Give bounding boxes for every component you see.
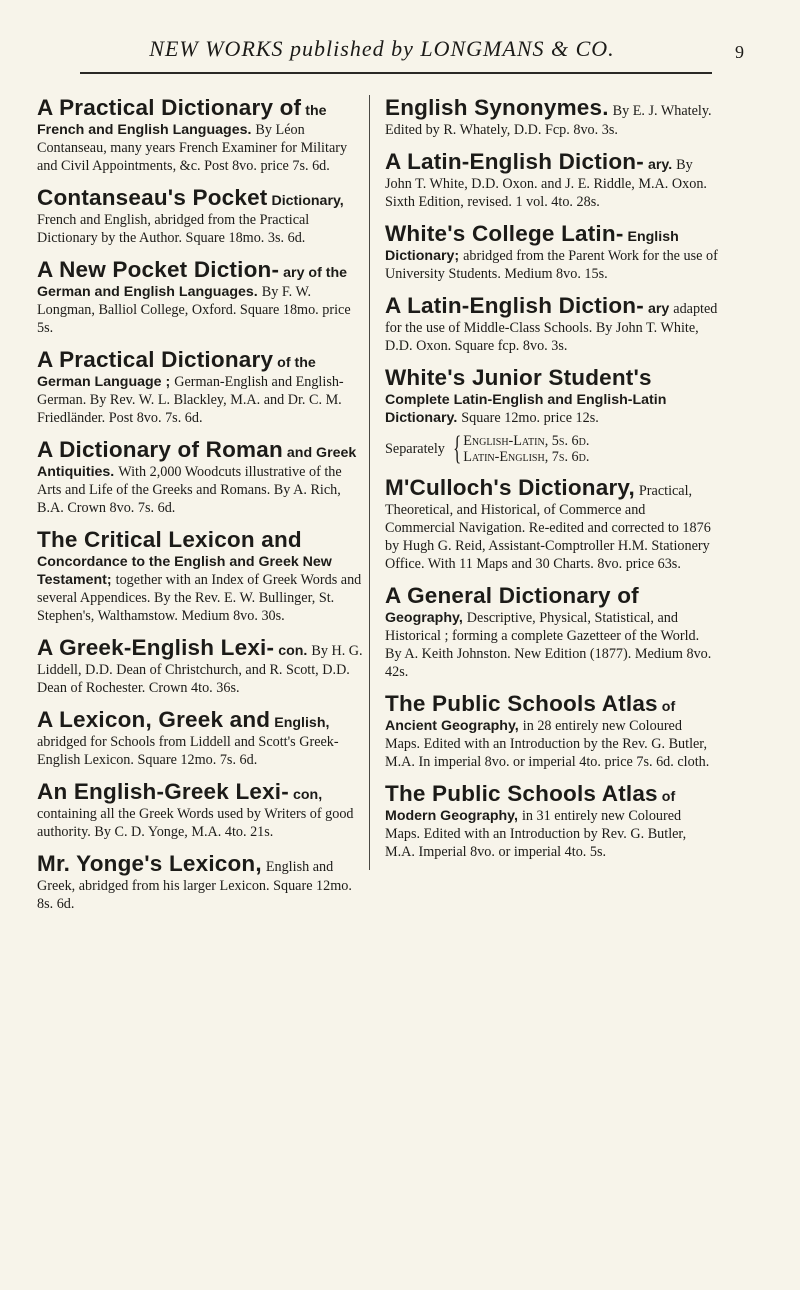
book-entry (37, 707, 365, 769)
entry-title: A Lexicon, Greek and (37, 707, 271, 732)
entry-body: Descriptive, Physical, Statistical, and Historical ; forming a complete Gazetteer of the World. By A. Keith Johnston. New Edition (1877). Medium 8vo. 42s. (385, 610, 712, 680)
entry-body: German-English and English-German. By Rev. W. L. Blackley, M.A. and Dr. C. M. Friedländer. Post 8vo. 7s. 6d. (37, 374, 344, 426)
separately-item: English-Latin, 5s. 6d. (463, 433, 590, 449)
entry-title: A Greek-English Lexi- (37, 635, 275, 660)
entry-body: By H. G. Liddell, D.D. Dean of Christchurch, and R. Scott, D.D. Dean of Rochester. Crown 4to. 36s. (37, 643, 363, 696)
entry-subtitle: the French and English Languages. (37, 103, 327, 138)
entry-title: M'Culloch's Dictionary, (385, 475, 635, 500)
entry-title: The Critical Lexicon and (37, 527, 302, 552)
entry-body: containing all the Greek Words used by Writers of good authority. By C. D. Yonge, M.A. 4to. 21s. (37, 806, 354, 840)
book-entry (37, 347, 365, 427)
entry-body: By E. J. Whately. Edited by R. Whately, D.D. Fcp. 8vo. 3s. (385, 103, 712, 138)
entry-subtitle: Concordance to the English and Greek New Testament; (37, 554, 332, 588)
entry-title: Contanseau's Pocket (37, 185, 268, 210)
book-entry (37, 257, 365, 337)
header-title: NEW WORKS published by LONGMANS & CO. (149, 36, 615, 61)
entry-subtitle: of the German Language ; (37, 355, 316, 390)
header-rule (80, 72, 712, 74)
entry-subtitle: ary. (647, 157, 673, 173)
book-entry (37, 95, 365, 175)
entry-body: By Léon Contanseau, many years French Examiner for Military and Civil Appointments, &c. Post 8vo. price 7s. 6d. (37, 122, 348, 174)
entry-title: A New Pocket Diction- (37, 257, 280, 282)
entry-title: The Public Schools Atlas (385, 781, 658, 806)
book-entry (385, 293, 719, 355)
entry-title: English Synonymes. (385, 95, 609, 120)
right-column (385, 95, 719, 871)
entry-body: in 28 entirely new Coloured Maps. Edited with an Introduction by the Rev. G. Butler, M.A. In imperial 8vo. or imperial 4to. price 7s. 6d. cloth. (385, 718, 710, 770)
entry-title: A Dictionary of Roman (37, 437, 283, 462)
entry-subtitle: and Greek Antiquities. (37, 445, 357, 480)
entry-title: White's Junior Student's (385, 365, 652, 390)
book-entry (37, 779, 365, 841)
book-entry (385, 95, 719, 139)
book-entry (385, 365, 719, 427)
entry-subtitle: English Dictionary; (385, 229, 679, 264)
separately-item: Latin-English, 7s. 6d. (463, 449, 590, 465)
entry-title: The Public Schools Atlas (385, 691, 658, 716)
page-number: 9 (735, 42, 744, 62)
entry-title: A Practical Dictionary (37, 347, 274, 372)
book-entry (385, 781, 719, 861)
entry-title: White's College Latin- (385, 221, 624, 246)
entry-body: Square 12mo. price 12s. (461, 410, 599, 426)
entry-title: Mr. Yonge's Lexicon, (37, 851, 262, 876)
entry-body: French and English, abridged from the Practical Dictionary by the Author. Square 18mo. 3s. 6d. (37, 212, 310, 246)
entry-title: A Practical Dictionary of (37, 95, 302, 120)
entry-title: A Latin-English Diction- (385, 293, 644, 318)
entry-body: adapted for the use of Middle-Class Schools. By John T. White, D.D. Oxon. Square fcp. 8vo. 3s. (385, 301, 718, 354)
book-entry (385, 691, 719, 771)
separately-items (463, 433, 589, 465)
book-entry (385, 149, 719, 211)
book-entry (37, 185, 365, 247)
book-entry (385, 221, 719, 283)
page-header (0, 22, 800, 78)
entry-subtitle: Dictionary, (271, 193, 344, 209)
brace-icon: { (452, 430, 462, 467)
book-entry (37, 851, 365, 913)
entry-body: in 31 entirely new Coloured Maps. Edited with an Introduction by Rev. G. Butler, M.A. Imperial 8vo. or imperial 4to. 5s. (385, 808, 687, 860)
entry-title: An English-Greek Lexi- (37, 779, 289, 804)
separately-prices (385, 430, 719, 467)
separately-label: Separately (385, 441, 445, 457)
entry-body: By F. W. Longman, Balliol College, Oxford. Square 18mo. price 5s. (37, 284, 351, 336)
entry-title: A Latin-English Diction- (385, 149, 644, 174)
entry-subtitle: ary of the German and English Languages. (37, 265, 348, 300)
entry-subtitle: ary (647, 301, 670, 317)
entry-subtitle: Complete Latin-English and English-Latin Dictionary. (385, 392, 667, 426)
book-entry (37, 527, 365, 625)
column-divider (369, 95, 370, 870)
entry-body: together with an Index of Greek Words and several Appendices. By the Rev. E. W. Bullinger, St. Stephen's, Walthamstow. Medium 8vo. 30s. (37, 572, 362, 624)
entry-body: abridged for Schools from Liddell and Scott's Greek-English Lexicon. Square 12mo. 7s. 6d. (37, 734, 339, 768)
book-entry (37, 635, 365, 697)
entry-body: abridged from the Parent Work for the use of University Students. Medium 8vo. 15s. (385, 248, 718, 282)
entry-subtitle: con, (292, 787, 323, 803)
left-column (37, 95, 365, 923)
book-entry (385, 583, 719, 681)
entry-body: English and Greek, abridged from his larger Lexicon. Square 12mo. 8s. 6d. (37, 859, 352, 912)
entry-subtitle: English, (274, 715, 330, 731)
entry-body: By John T. White, D.D. Oxon. and J. E. Riddle, M.A. Oxon. Sixth Edition, revised. 1 vol. 4to. 28s. (385, 157, 707, 210)
entry-subtitle: con. (278, 643, 308, 659)
entry-body: With 2,000 Woodcuts illustrative of the Arts and Life of the Greeks and Romans. By A. Rich, B.A. Crown 8vo. 7s. 6d. (37, 464, 342, 516)
entry-body: Practical, Theoretical, and Historical, of Commerce and Commercial Navigation. Re-edited and corrected to 1876 by Hugh G. Reid, Assistant-Comptroller H.M. Stationery Office. With 11 Maps and 30 Charts. 8vo. price 63s. (385, 483, 711, 572)
entry-subtitle: of Ancient Geography, (385, 699, 676, 734)
entry-subtitle: Geography, (385, 610, 463, 626)
entry-title: A General Dictionary of (385, 583, 639, 608)
book-entry (37, 437, 365, 517)
entry-subtitle: of Modern Geography, (385, 789, 676, 824)
book-entry (385, 475, 719, 573)
